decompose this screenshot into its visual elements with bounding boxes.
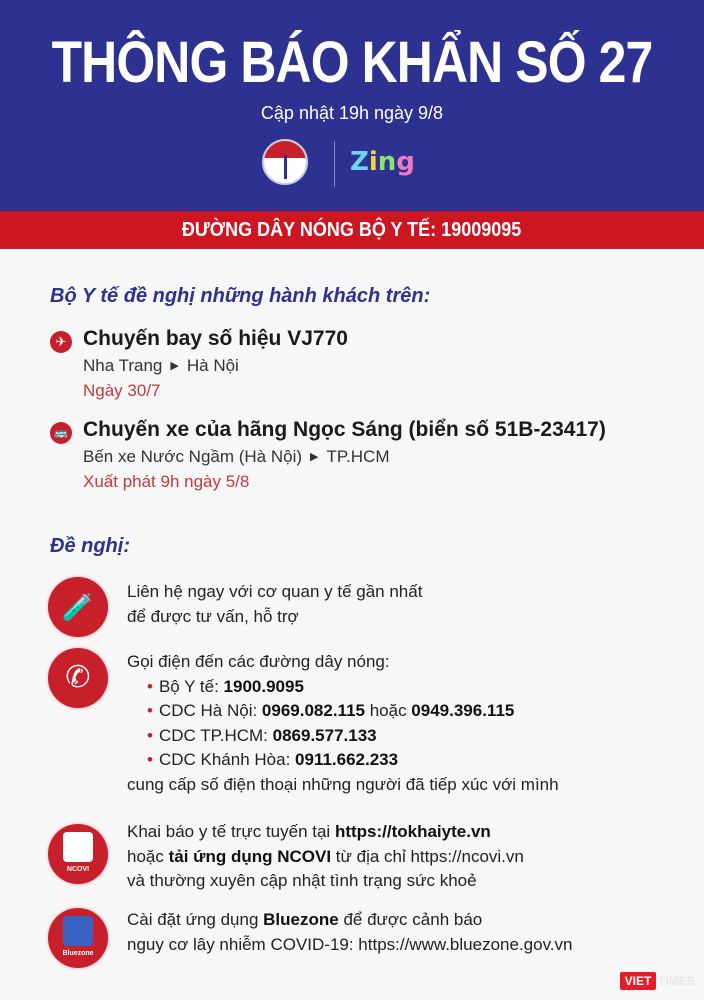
ministry-of-health-logo-icon xyxy=(262,139,308,185)
bluezone-app-icon: Bluezone xyxy=(48,908,108,968)
viettimes-logo: VIET xyxy=(620,972,656,990)
phone-number: 0869.577.133 xyxy=(272,725,377,745)
hotline-item: • Bộ Y tế: 1900.9095 xyxy=(147,675,559,700)
test-tube-icon: 🧪 xyxy=(48,577,108,637)
recommendations-heading: Đề nghị: xyxy=(50,535,130,557)
hotline-text: ĐƯỜNG DÂY NÓNG BỘ Y TẾ: 19009095 xyxy=(182,219,522,241)
hotline-band xyxy=(0,211,704,249)
viettimes-logo-text: TIMES xyxy=(658,974,695,988)
arrow-right-icon: ▶ xyxy=(310,451,319,463)
logo-row xyxy=(262,137,442,193)
phone-number: 0911.662.233 xyxy=(295,750,399,769)
plane-icon: ✈ xyxy=(50,331,72,353)
phone-number: 1900.9095 xyxy=(223,676,304,696)
update-timestamp: Cập nhật 19h ngày 9/8 xyxy=(260,103,444,123)
logo-divider xyxy=(334,141,335,187)
phone-plus-icon: ✆ xyxy=(48,648,108,708)
header-banner xyxy=(0,0,704,211)
ncovi-app-icon: NCOVI xyxy=(48,824,108,884)
trip-route: Nha Trang ▶ Hà Nội xyxy=(83,356,239,375)
hotline-list xyxy=(127,675,559,773)
trip-date: Ngày 30/7 xyxy=(83,381,161,400)
trip-title: Chuyến bay số hiệu VJ770 xyxy=(83,327,348,350)
phone-number: 0949.396.115 xyxy=(411,701,515,720)
zing-logo: Zing xyxy=(350,147,415,177)
hotline-item: • CDC Hà Nội: 0969.082.115 hoặc 0949.396.115 xyxy=(147,699,559,724)
passengers-heading: Bộ Y tế đề nghị những hành khách trên: xyxy=(50,285,431,307)
hotline-item: • CDC TP.HCM: 0869.577.133 xyxy=(147,724,559,749)
phone-number: 0969.082.115 xyxy=(261,701,365,720)
trip-title: Chuyến xe của hãng Ngọc Sáng (biển số 51B-23417) xyxy=(83,418,606,441)
page-title: THÔNG BÁO KHẨN SỐ 27 xyxy=(51,30,653,95)
trip-route: Bến xe Nước Ngầm (Hà Nội) ▶ TP.HCM xyxy=(83,447,390,466)
tokhaiyte-link[interactable]: https://tokhaiyte.vn xyxy=(334,822,491,841)
bus-icon: 🚌 xyxy=(50,422,72,444)
arrow-right-icon: ▶ xyxy=(170,360,179,372)
trip-date: Xuất phát 9h ngày 5/8 xyxy=(83,472,250,491)
hotline-item: • CDC Khánh Hòa: 0911.662.233 xyxy=(147,748,559,773)
